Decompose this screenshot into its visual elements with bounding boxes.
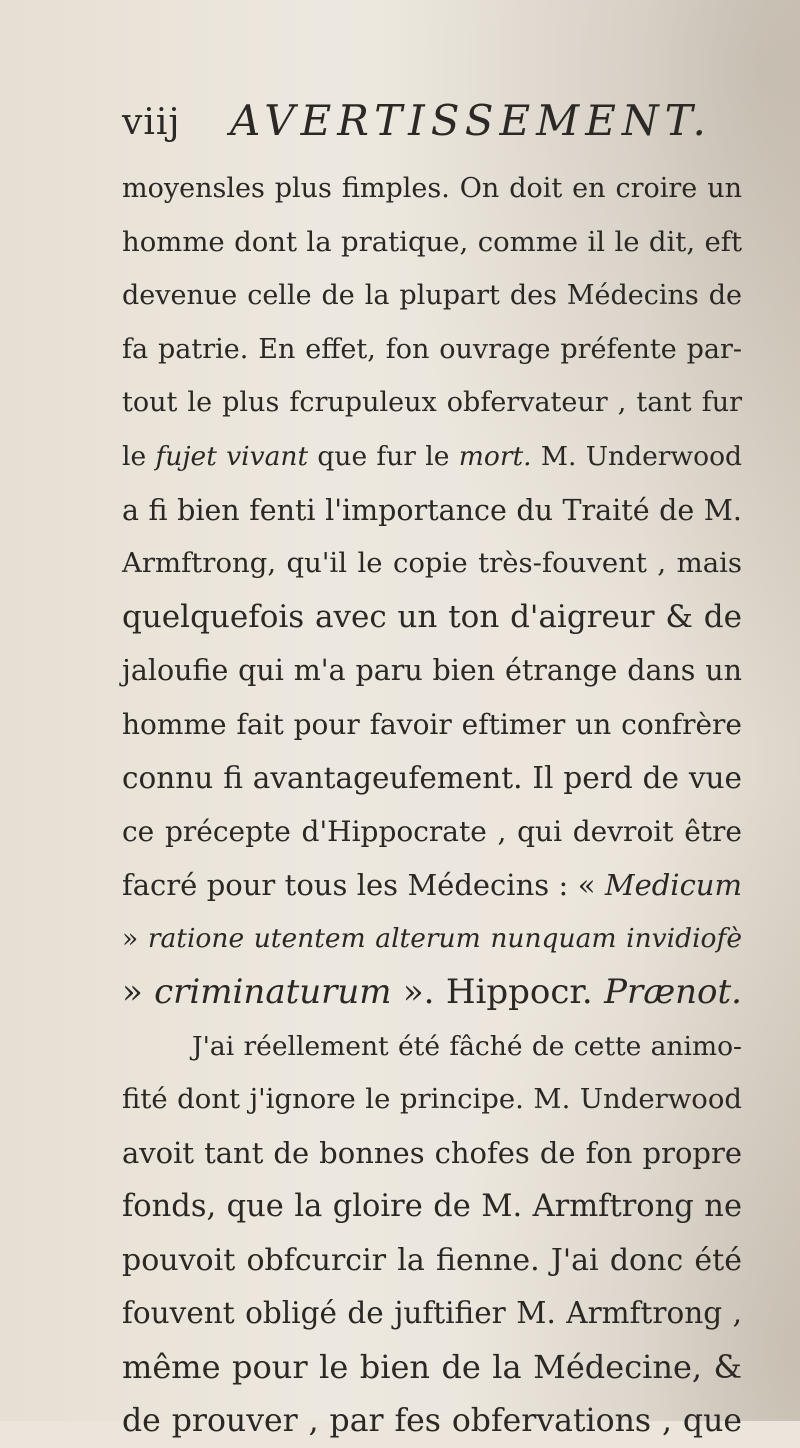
text-segment: ce précepte d'Hippocrate , qui devroit être — [122, 815, 742, 849]
text-line — [122, 1073, 742, 1127]
text-line — [122, 752, 742, 806]
text-line — [122, 537, 742, 591]
text-segment: fonds, que la gloire de M. Armftrong ne — [122, 1189, 742, 1225]
text-segment: homme dont la pratique, comme il le dit, eft — [122, 225, 742, 258]
text-segment: homme fait pour favoir eftimer un confrère — [122, 707, 742, 741]
text-line — [122, 1127, 742, 1181]
text-segment: moyensles plus fimples. On doit en croire un — [122, 173, 742, 204]
text-segment: le — [122, 440, 156, 472]
italic-text: fujet vivant — [155, 440, 309, 472]
text-line — [122, 698, 742, 752]
text-segment: avoit tant de bonnes chofes de fon propre — [122, 1135, 742, 1170]
text-segment: Armftrong, qu'il le copie très-fouvent , mais — [122, 547, 742, 580]
italic-text: criminaturum — [154, 971, 392, 1012]
italic-text: mort. — [458, 440, 532, 472]
text-line — [122, 376, 742, 430]
text-segment: devenue celle de la plupart des Médecins de — [122, 280, 742, 312]
text-segment: fa patrie. En effet, fon ouvrage préfente par- — [122, 333, 742, 365]
text-line — [122, 1287, 742, 1341]
text-line — [122, 1234, 742, 1288]
text-line — [122, 912, 742, 966]
text-line — [122, 162, 742, 216]
text-line — [122, 805, 742, 859]
text-line — [122, 966, 742, 1020]
text-segment: jaloufie qui m'a paru bien étrange dans un — [122, 654, 742, 688]
text-segment: » — [122, 923, 148, 955]
text-segment: a fi bien fenti l'importance du Traité de M. — [122, 493, 742, 527]
text-segment: fité dont j'ignore le principe. M. Underwood — [122, 1083, 742, 1116]
text-line — [122, 484, 742, 538]
text-segment: pouvoit obfcurcir la fienne. J'ai donc été — [122, 1242, 742, 1278]
text-line — [122, 1395, 742, 1448]
text-segment: quelquefois avec un ton d'aigreur & de — [122, 598, 742, 635]
text-segment: facré pour tous les Médecins : « — [122, 867, 605, 902]
italic-text: Medicum — [604, 867, 742, 902]
text-segment: que fur le — [308, 440, 459, 472]
text-line — [122, 216, 742, 270]
italic-text: ratione utentem alterum nunquam invidiofè — [147, 923, 742, 955]
text-segment: » — [122, 971, 155, 1012]
page-header — [122, 96, 742, 156]
page-number: viij — [122, 102, 181, 143]
text-line — [122, 430, 742, 484]
text-segment: connu fi avantageufement. Il perd de vue — [122, 760, 742, 795]
italic-text: Prænot. — [604, 971, 742, 1012]
text-segment: même pour le bien de la Médecine, & — [122, 1348, 742, 1387]
text-line — [122, 269, 742, 323]
body-text — [122, 162, 742, 1448]
text-line — [122, 1341, 742, 1395]
text-line — [122, 323, 742, 377]
text-segment: de prouver , par fes obfervations , que — [122, 1402, 742, 1439]
text-line — [122, 1180, 742, 1234]
text-line — [122, 644, 742, 698]
text-line — [122, 1020, 742, 1074]
text-line — [122, 859, 742, 913]
text-segment: fouvent obligé de juftifier M. Armftrong , — [122, 1296, 742, 1331]
text-segment: M. Underwood — [531, 440, 742, 472]
text-segment: ». Hippocr. — [391, 971, 605, 1012]
text-segment: tout le plus fcrupuleux obfervateur , tant fur — [122, 387, 742, 419]
text-line — [122, 591, 742, 645]
running-title: AVERTISSEMENT. — [230, 96, 712, 145]
text-segment: J'ai réellement été fâché de cette animo- — [192, 1030, 742, 1062]
